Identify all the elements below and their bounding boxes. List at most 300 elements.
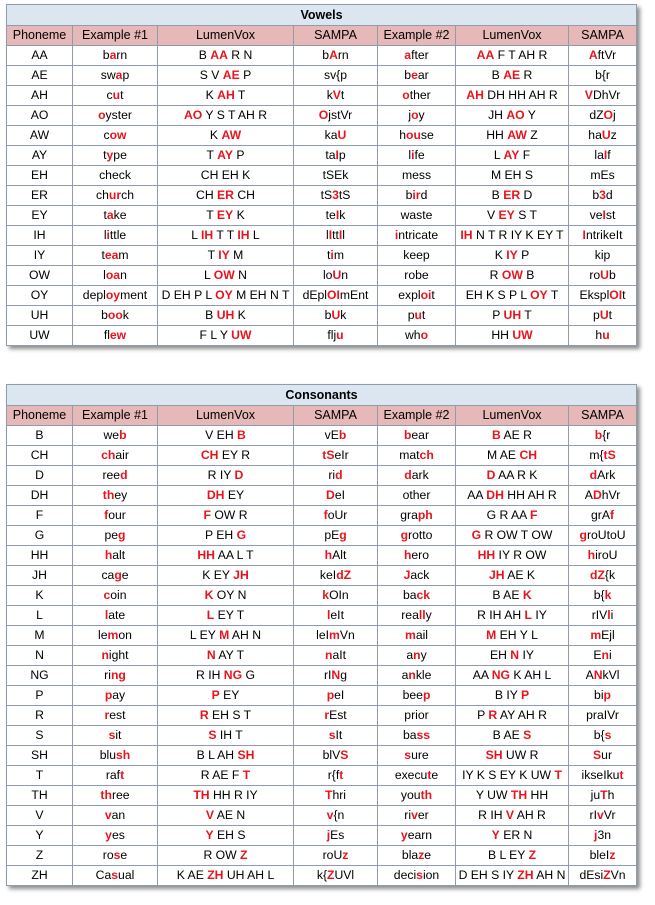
col-header-lumenvox-2: LumenVox	[456, 26, 569, 46]
highlight: ph	[417, 508, 433, 522]
cell-lumenvox-1: S V AE P	[158, 66, 294, 86]
cell-sampa-1: leIt	[294, 606, 378, 626]
highlight: HH	[197, 548, 215, 562]
cell-phoneme: Z	[7, 846, 73, 866]
highlight: T	[554, 768, 562, 782]
cell-sampa-2: pUt	[569, 306, 637, 326]
cell-lumenvox-2: B AE K	[456, 586, 569, 606]
highlight: L	[524, 608, 532, 622]
cell-phoneme: AO	[7, 106, 73, 126]
cell-sampa-2: b{r	[569, 426, 637, 446]
cell-sampa-2: mEs	[569, 166, 637, 186]
cell-lumenvox-2: IH N T R IY K EY T	[456, 226, 569, 246]
cell-sampa-1: leImVn	[294, 626, 378, 646]
cell-sampa-2: AftVr	[569, 46, 637, 66]
highlight: o	[411, 108, 419, 122]
cell-example-1: night	[73, 646, 158, 666]
highlight: AH	[466, 88, 484, 102]
highlight: y	[106, 148, 114, 162]
highlight: T	[600, 788, 608, 802]
highlight: ea	[104, 248, 119, 262]
table-row	[7, 686, 637, 706]
highlight: s	[416, 868, 423, 882]
highlight: v	[596, 808, 604, 822]
cell-sampa-1: loUn	[294, 266, 378, 286]
cell-lumenvox-1: R EH S T	[158, 706, 294, 726]
highlight: g	[579, 528, 587, 542]
highlight: V	[505, 808, 515, 822]
cell-sampa-1: roUz	[294, 846, 378, 866]
cell-phoneme: T	[7, 766, 73, 786]
cell-sampa-2: bleIz	[569, 846, 637, 866]
cell-phoneme: AY	[7, 146, 73, 166]
cell-example-2: youth	[378, 786, 456, 806]
cell-phoneme: IY	[7, 246, 73, 266]
cell-phoneme: DH	[7, 486, 73, 506]
highlight: I	[602, 208, 606, 222]
highlight: p	[104, 688, 113, 702]
highlight: UH	[216, 308, 235, 322]
highlight: AY	[217, 148, 233, 162]
highlight: U	[337, 128, 347, 142]
highlight: I	[335, 148, 339, 162]
highlight: o	[420, 328, 429, 342]
highlight: v	[326, 808, 334, 822]
highlight: d	[589, 468, 598, 482]
highlight: S	[593, 748, 602, 762]
highlight: dZ	[336, 568, 352, 582]
cell-example-1: late	[73, 606, 158, 626]
cell-sampa-1: blVS	[294, 746, 378, 766]
highlight: t	[619, 768, 624, 782]
table-row	[7, 526, 637, 546]
table-row	[7, 586, 637, 606]
highlight: f	[323, 508, 328, 522]
vowels-body	[7, 46, 637, 346]
highlight: t	[120, 768, 125, 782]
cell-example-1: pay	[73, 686, 158, 706]
table-row	[7, 626, 637, 646]
cell-lumenvox-1: L IH T T IH L	[158, 226, 294, 246]
cell-example-2: intricate	[378, 226, 456, 246]
cell-example-1: ring	[73, 666, 158, 686]
cell-sampa-2: groUtoU	[569, 526, 637, 546]
cell-phoneme: AA	[7, 46, 73, 66]
cell-sampa-2: dArk	[569, 466, 637, 486]
highlight: p	[326, 688, 335, 702]
highlight: B	[492, 428, 501, 442]
highlight: dZ	[590, 568, 605, 582]
cell-sampa-2: ADhVr	[569, 486, 637, 506]
highlight: M	[486, 628, 497, 642]
cell-example-2: hero	[378, 546, 456, 566]
cell-lumenvox-2: D EH S IY ZH AH N	[456, 866, 569, 886]
highlight: AA	[476, 48, 495, 62]
highlight: s	[328, 728, 336, 742]
cell-phoneme: B	[7, 426, 73, 446]
cell-example-1: rest	[73, 706, 158, 726]
table-row	[7, 826, 637, 846]
highlight: t	[427, 768, 432, 782]
highlight: ch	[101, 448, 116, 462]
table-row	[7, 786, 637, 806]
highlight: D	[592, 488, 602, 502]
highlight: f	[104, 508, 109, 522]
cell-sampa-1: OjstVr	[294, 106, 378, 126]
highlight: F	[529, 508, 538, 522]
highlight: b	[338, 428, 347, 442]
highlight: Z	[528, 848, 537, 862]
highlight: CH	[200, 448, 219, 462]
highlight: h	[403, 548, 412, 562]
highlight: z	[609, 848, 616, 862]
highlight: IY	[218, 248, 230, 262]
highlight: s	[604, 728, 612, 742]
header-row	[7, 26, 637, 46]
cell-lumenvox-1: T AY P	[158, 146, 294, 166]
highlight: U	[600, 268, 609, 282]
cell-sampa-2: kip	[569, 246, 637, 266]
highlight: 3	[599, 188, 606, 202]
col-header-lumenvox-1: LumenVox	[158, 26, 294, 46]
cell-lumenvox-2: B IY P	[456, 686, 569, 706]
highlight: P	[211, 688, 220, 702]
highlight: TH	[193, 788, 210, 802]
cell-lumenvox-2: G R OW T OW	[456, 526, 569, 546]
highlight: ZH	[207, 868, 224, 882]
cell-example-2: mail	[378, 626, 456, 646]
highlight: K	[204, 588, 214, 602]
highlight: Y	[491, 828, 500, 842]
cell-example-1: four	[73, 506, 158, 526]
cell-phoneme: D	[7, 466, 73, 486]
cell-lumenvox-1: R IH NG G	[158, 666, 294, 686]
cell-sampa-2: mEjl	[569, 626, 637, 646]
highlight: k	[604, 588, 612, 602]
col-header-sampa-2: SAMPA	[569, 406, 637, 426]
table-row	[7, 446, 637, 466]
highlight: v	[104, 808, 112, 822]
cell-lumenvox-1: CH ER CH	[158, 186, 294, 206]
cell-example-1: deployment	[73, 286, 158, 306]
highlight: l	[104, 608, 109, 622]
cell-example-2: put	[378, 306, 456, 326]
highlight: J	[403, 568, 411, 582]
col-header-lumenvox-1: LumenVox	[158, 406, 294, 426]
cell-phoneme: TH	[7, 786, 73, 806]
cell-phoneme: Y	[7, 826, 73, 846]
cell-lumenvox-2: HH UW	[456, 326, 569, 346]
highlight: R	[199, 708, 209, 722]
cell-phoneme: EH	[7, 166, 73, 186]
cell-example-1: rose	[73, 846, 158, 866]
cell-sampa-1: vEb	[294, 426, 378, 446]
cell-phoneme: L	[7, 606, 73, 626]
cell-sampa-1: tSEk	[294, 166, 378, 186]
cell-sampa-2: b{s	[569, 726, 637, 746]
highlight: U	[601, 128, 611, 142]
cell-example-2: robe	[378, 266, 456, 286]
highlight: g	[339, 528, 347, 542]
table-row	[7, 566, 637, 586]
highlight: I	[328, 228, 333, 242]
cell-lumenvox-2: Y UW TH HH	[456, 786, 569, 806]
cell-example-2: other	[378, 486, 456, 506]
cell-phoneme: AH	[7, 86, 73, 106]
highlight: p	[422, 688, 431, 702]
highlight: N	[510, 648, 520, 662]
cell-example-1: van	[73, 806, 158, 826]
highlight: OI	[609, 288, 623, 302]
cell-example-1: take	[73, 206, 158, 226]
highlight: f	[609, 508, 615, 522]
cell-example-1: web	[73, 426, 158, 446]
cell-lumenvox-2: AH DH HH AH R	[456, 86, 569, 106]
cell-sampa-1: bArn	[294, 46, 378, 66]
cell-example-2: yearn	[378, 826, 456, 846]
cell-sampa-2: b{k	[569, 586, 637, 606]
cell-sampa-2: dZOj	[569, 106, 637, 126]
table-row	[7, 66, 637, 86]
cell-lumenvox-1: T IY M	[158, 246, 294, 266]
cell-example-1: barn	[73, 46, 158, 66]
cell-sampa-2: ANkVl	[569, 666, 637, 686]
cell-phoneme: AW	[7, 126, 73, 146]
highlight: AE	[222, 68, 240, 82]
cell-sampa-1: r{ft	[294, 766, 378, 786]
highlight: OY	[530, 288, 548, 302]
highlight: M	[219, 628, 230, 642]
cell-lumenvox-2: Y ER N	[456, 826, 569, 846]
table-row	[7, 646, 637, 666]
cell-example-2: ankle	[378, 666, 456, 686]
cell-phoneme: CH	[7, 446, 73, 466]
cell-example-1: lemon	[73, 626, 158, 646]
cell-sampa-2: grAf	[569, 506, 637, 526]
cell-lumenvox-2: AA F T AH R	[456, 46, 569, 66]
highlight: OY	[215, 288, 233, 302]
cell-lumenvox-1: D EH P L OY M EH N T	[158, 286, 294, 306]
table-row	[7, 106, 637, 126]
highlight: AY	[503, 148, 520, 162]
highlight: Z	[327, 868, 335, 882]
cell-phoneme: JH	[7, 566, 73, 586]
cell-sampa-1: k{ZUVl	[294, 866, 378, 886]
cell-example-1: chair	[73, 446, 158, 466]
highlight: ow	[109, 128, 127, 142]
table-row	[7, 546, 637, 566]
cell-example-1: team	[73, 246, 158, 266]
cell-lumenvox-2: L AY F	[456, 146, 569, 166]
cell-lumenvox-1: B AA R N	[158, 46, 294, 66]
cell-example-1: church	[73, 186, 158, 206]
highlight: p	[603, 688, 611, 702]
highlight: I	[335, 208, 340, 222]
cell-example-1: swap	[73, 66, 158, 86]
cell-example-1: yes	[73, 826, 158, 846]
highlight: o	[402, 88, 410, 102]
highlight: V	[332, 88, 341, 102]
highlight: SH	[485, 748, 503, 762]
highlight: j	[594, 828, 598, 842]
cell-lumenvox-2: JH AE K	[456, 566, 569, 586]
highlight: AA	[210, 48, 228, 62]
highlight: i	[106, 228, 110, 242]
highlight: u	[336, 328, 344, 342]
highlight: TH	[510, 788, 528, 802]
cell-example-2: prior	[378, 706, 456, 726]
highlight: ck	[416, 588, 431, 602]
cell-example-2: mess	[378, 166, 456, 186]
highlight: DH	[486, 488, 504, 502]
highlight: JH	[233, 568, 249, 582]
cell-lumenvox-2: JH AO Y	[456, 106, 569, 126]
cell-sampa-2: praIVr	[569, 706, 637, 726]
cell-sampa-2: bip	[569, 686, 637, 706]
highlight: D	[326, 488, 335, 502]
cell-lumenvox-1: V EH B	[158, 426, 294, 446]
cell-lumenvox-2: M EH Y L	[456, 626, 569, 646]
cell-sampa-1: sIt	[294, 726, 378, 746]
cell-lumenvox-1: Y EH S	[158, 826, 294, 846]
highlight: K	[522, 588, 532, 602]
table-row	[7, 866, 637, 886]
highlight: I	[582, 228, 586, 242]
highlight: SH	[237, 748, 255, 762]
table-row	[7, 146, 637, 166]
highlight: m	[590, 628, 602, 642]
highlight: U	[599, 308, 609, 322]
cell-sampa-1: v{n	[294, 806, 378, 826]
highlight: m	[329, 628, 340, 642]
highlight: UH	[503, 308, 522, 322]
cell-example-1: cow	[73, 126, 158, 146]
cell-lumenvox-2: V EY S T	[456, 206, 569, 226]
cell-example-2: who	[378, 326, 456, 346]
cell-lumenvox-1: K EY JH	[158, 566, 294, 586]
cell-sampa-1: foUr	[294, 506, 378, 526]
highlight: th	[420, 788, 433, 802]
highlight: Z	[603, 868, 611, 882]
cell-lumenvox-1: K AW	[158, 126, 294, 146]
table-row	[7, 666, 637, 686]
highlight: g	[400, 528, 409, 542]
highlight: tS	[603, 448, 616, 462]
highlight: A	[329, 48, 338, 62]
table-row	[7, 166, 637, 186]
col-header-phoneme: Phoneme	[7, 406, 73, 426]
cell-lumenvox-1: TH HH R IY	[158, 786, 294, 806]
highlight: a	[106, 208, 114, 222]
cell-example-2: bird	[378, 186, 456, 206]
cell-sampa-1: naIt	[294, 646, 378, 666]
cell-example-1: blush	[73, 746, 158, 766]
highlight: T	[242, 768, 251, 782]
highlight: a	[404, 48, 412, 62]
highlight: v	[411, 808, 418, 822]
cell-lumenvox-2: B ER D	[456, 186, 569, 206]
cell-sampa-1: flju	[294, 326, 378, 346]
highlight: h	[587, 548, 596, 562]
highlight: Y	[205, 828, 214, 842]
highlight: s	[404, 748, 412, 762]
cell-lumenvox-1: R OW Z	[158, 846, 294, 866]
cell-example-1: book	[73, 306, 158, 326]
highlight: NG	[491, 668, 510, 682]
highlight: y	[400, 828, 408, 842]
highlight: l	[607, 608, 611, 622]
col-header-example-1: Example #1	[73, 406, 158, 426]
highlight: ss	[416, 728, 431, 742]
highlight: HH	[477, 548, 496, 562]
cell-phoneme: IH	[7, 226, 73, 246]
table-row	[7, 746, 637, 766]
col-header-phoneme: Phoneme	[7, 26, 73, 46]
highlight: AO	[506, 108, 525, 122]
cell-sampa-1: lIttIl	[294, 226, 378, 246]
cell-example-2: back	[378, 586, 456, 606]
cell-phoneme: OW	[7, 266, 73, 286]
cell-sampa-1: kaU	[294, 126, 378, 146]
highlight: UW	[231, 328, 252, 342]
highlight: l	[327, 608, 331, 622]
col-header-lumenvox-2: LumenVox	[456, 406, 569, 426]
highlight: I	[603, 148, 608, 162]
highlight: EY	[498, 208, 515, 222]
cell-sampa-2: laIf	[569, 146, 637, 166]
table-row	[7, 326, 637, 346]
cell-lumenvox-2: B AE S	[456, 726, 569, 746]
highlight: ng	[110, 668, 126, 682]
highlight: m	[107, 628, 119, 642]
cell-sampa-2: ikseIkut	[569, 766, 637, 786]
cell-lumenvox-1: V AE N	[158, 806, 294, 826]
highlight: A	[588, 48, 598, 62]
cell-phoneme: V	[7, 806, 73, 826]
table-row	[7, 246, 637, 266]
header-row	[7, 406, 637, 426]
highlight: D	[234, 468, 244, 482]
cell-lumenvox-1: R IY D	[158, 466, 294, 486]
cell-sampa-2: b{r	[569, 66, 637, 86]
cell-lumenvox-2: HH IY R OW	[456, 546, 569, 566]
cell-lumenvox-1: L OW N	[158, 266, 294, 286]
cell-lumenvox-2: HH AW Z	[456, 126, 569, 146]
cell-lumenvox-1: F OW R	[158, 506, 294, 526]
cell-example-2: any	[378, 646, 456, 666]
highlight: oa	[105, 268, 121, 282]
cell-example-2: bear	[378, 426, 456, 446]
col-header-example-1: Example #1	[73, 26, 158, 46]
cell-lumenvox-2: B AE R	[456, 426, 569, 446]
highlight: AH	[217, 88, 235, 102]
vowels-table	[6, 4, 637, 346]
cell-lumenvox-1: B L AH SH	[158, 746, 294, 766]
cell-example-1: cut	[73, 86, 158, 106]
cell-example-2: life	[378, 146, 456, 166]
cell-lumenvox-1: N AY T	[158, 646, 294, 666]
cell-sampa-1: taIp	[294, 146, 378, 166]
cell-example-1: loan	[73, 266, 158, 286]
col-header-sampa-1: SAMPA	[294, 406, 378, 426]
highlight: JH	[488, 568, 505, 582]
cell-lumenvox-1: K AE ZH UH AH L	[158, 866, 294, 886]
highlight: UW	[512, 328, 533, 342]
highlight: u	[112, 88, 121, 102]
highlight: k	[322, 588, 330, 602]
cell-sampa-2: rIVli	[569, 606, 637, 626]
cell-example-1: cage	[73, 566, 158, 586]
